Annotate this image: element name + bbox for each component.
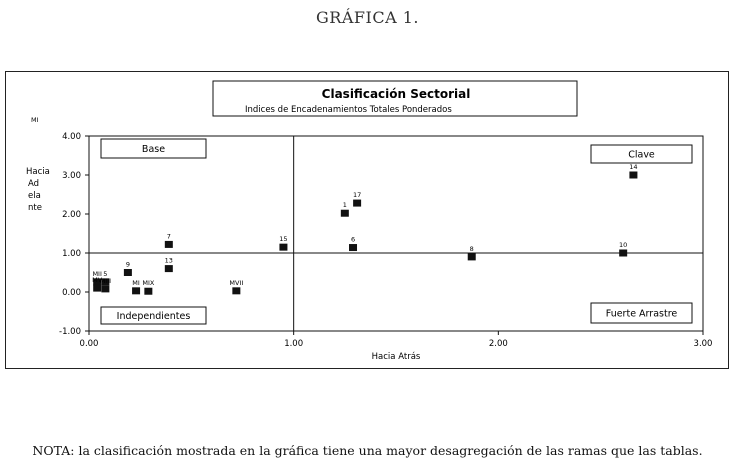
data-point bbox=[468, 253, 476, 260]
data-label: 6 bbox=[350, 235, 356, 244]
data-point bbox=[349, 244, 357, 251]
page-heading: GRÁFICA 1. bbox=[316, 8, 419, 27]
data-point bbox=[101, 285, 109, 292]
corner-label: MI bbox=[31, 116, 39, 124]
chart-frame bbox=[5, 71, 729, 369]
y-tick-label: 4.00 bbox=[62, 132, 81, 142]
data-point bbox=[619, 250, 627, 257]
data-point bbox=[132, 287, 140, 294]
data-label: MV bbox=[92, 276, 103, 285]
x-tick-label: 3.00 bbox=[693, 339, 713, 349]
data-label: 7 bbox=[166, 232, 171, 241]
x-tick-label: 0.00 bbox=[79, 339, 99, 349]
data-point bbox=[353, 200, 361, 207]
plot-area bbox=[89, 136, 703, 331]
y-axis-label-line-4: nte bbox=[28, 203, 42, 213]
data-point bbox=[93, 285, 101, 292]
data-point bbox=[165, 241, 173, 248]
data-label: 8 bbox=[469, 244, 474, 253]
data-label: 1 bbox=[342, 201, 347, 210]
data-label: 15 bbox=[279, 235, 288, 244]
y-tick-label: 1.00 bbox=[62, 249, 81, 259]
y-axis-label-line-1: Hacia bbox=[26, 167, 50, 177]
y-tick-label: 0.00 bbox=[62, 288, 81, 298]
x-tick-label: 2.00 bbox=[488, 339, 508, 349]
svg-text:Independientes: Independientes bbox=[116, 311, 191, 322]
data-point bbox=[165, 265, 173, 272]
reference-lines bbox=[89, 136, 703, 331]
data-label: MII bbox=[92, 269, 102, 278]
quadrant-label-bottom-left bbox=[101, 307, 206, 324]
data-point bbox=[232, 287, 240, 294]
y-axis-label-line-3: ela bbox=[28, 191, 41, 201]
quadrant-label-top-left bbox=[101, 139, 206, 158]
data-point bbox=[124, 269, 132, 276]
data-label: MVII bbox=[229, 278, 244, 287]
data-label: 10 bbox=[619, 241, 628, 249]
y-tick-label: 2.00 bbox=[62, 210, 81, 220]
chart-title: Clasificación Sectorial bbox=[321, 87, 471, 101]
data-label: MI bbox=[132, 278, 140, 287]
data-label: 14 bbox=[629, 163, 638, 171]
chart-subtitle: Indices de Encadenamientos Totales Ponderados bbox=[245, 105, 452, 115]
quadrant-label-top-right bbox=[591, 145, 692, 163]
data-label: 5 bbox=[103, 269, 108, 278]
data-label: 17 bbox=[352, 191, 362, 200]
scatter-chart bbox=[6, 72, 728, 368]
data-point bbox=[341, 210, 349, 217]
y-axis-label-line-2: Ad bbox=[28, 179, 40, 189]
data-point bbox=[279, 244, 287, 251]
x-tick-label: 1.00 bbox=[284, 339, 304, 349]
footnote: NOTA: la clasificación mostrada en la gráfica tiene una mayor desagregación de las ramas que las tablas. bbox=[32, 443, 703, 458]
svg-text:Base: Base bbox=[141, 144, 166, 155]
data-point bbox=[629, 172, 637, 179]
svg-text:Clave: Clave bbox=[628, 149, 655, 161]
quadrant-labels bbox=[101, 139, 692, 324]
x-axis-label: Hacia Atrás bbox=[371, 352, 421, 362]
data-label: MIII bbox=[99, 276, 112, 285]
data-label: MIX bbox=[142, 279, 155, 288]
data-point bbox=[144, 288, 152, 295]
y-tick-label: 3.00 bbox=[62, 171, 81, 181]
data-label: 13 bbox=[164, 256, 173, 265]
quadrant-label-bottom-right bbox=[591, 303, 692, 323]
y-tick-label: -1.00 bbox=[59, 327, 81, 337]
svg-text:Fuerte Arrastre: Fuerte Arrastre bbox=[605, 308, 678, 320]
data-label: 9 bbox=[125, 260, 130, 269]
data-points bbox=[92, 163, 637, 295]
